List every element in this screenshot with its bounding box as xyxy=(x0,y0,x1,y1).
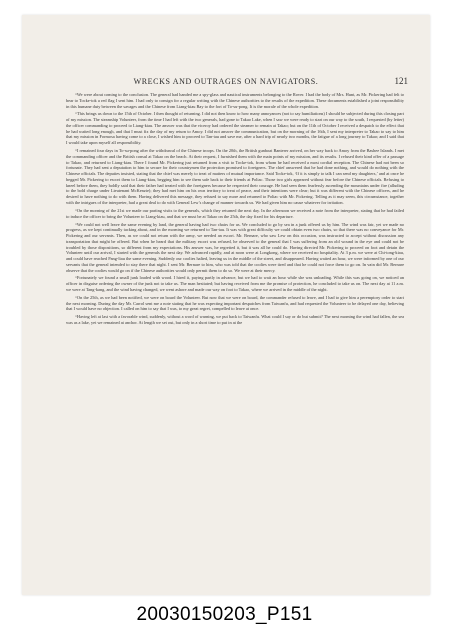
running-header xyxy=(22,77,430,89)
paragraph: “Having left at last with a favorable wind, suddenly, without a word of warning, we put back to Taiwanfu. What could I say or do but submit? The next morning the wind had fallen, the sea was as a lake, yet we remained at anchor. At length we set out, but only in a short time to put in at the xyxy=(66,314,404,326)
paragraph: “We could not well leave the same evening by land, the general having had two chairs for us. We concluded to go by sea in a junk offered us by him. The wind was fair, yet we made no progress, as we kept continually tacking about, and in the morning we returned to Tan-tau. It was with great difficulty we could obtain even two chairs, so that there was no conveyance for Mr. Pickering and our servants. Then, as we could not return with the army, we needed an escort. Mr. Bernare, who saw Lew on this occasion, was instructed to accept without discussion any transportation that might be offered. But when he heard that the military escort was refused, he observed to the general that I was suffering from an old wound in the eye and could not be troubled by those dispositions, so different from my expectations. His answer was, he regretted it, but it was all he could do. Having directed Mr. Pickering to proceed on foot and detain the Volunteer until our arrival, I started with the generals the next day. We advanced rapidly, and at noon were at Longkong, where we received no hospitality. At 3 p.m. we were at Chi-tong-kiau, and could have reached Pang-liau the same evening. Suddenly our coolies halted, leaving us in the middle of the street, and disappeared. Having waited an hour, we were informed by one of our servants that the general intended to stay there that night. I sent Mr. Bernare to him, who was told that the coolies were tired and that he could not force them to go on. In vain did Mr. Bernare observe that the coolies would go on if the Chinese authorities would only permit them to do so. We were at their mercy. xyxy=(66,221,404,273)
page-number: 121 xyxy=(394,76,408,86)
paragraph: “I remained four days in To-su-pong after the withdrawal of the Chinese troops. On the 20th, the British gunboat Banterer arrived, on her way back to Amoy from the Bashee Islands. I met the commanding officer and the British consul at Takao on the beach. At their request, I furnished them with the main points of my mission, and its results. I refused their kind offer of a passage to Takao, and returned to Liang-kiau. There I found Mr. Pickering just returned from a visit to Tocke-tok, from whom he had received a most cordial reception. The Chinese had not been so fortunate. They had sent a deputation to him to secure for their countrymen the protection promised to foreigners. The chief answered that he had done nothing, and would do nothing with the Chinese officials. The deputies insisted, stating that the chief was merely to treat of matters of mutual importance. Said Tocke-tok, ‘If it is simply to talk I can send my daughters,’ and at once he begged Mr. Pickering to escort them to Liang-kiau, begging him to see them safe back to their friends at Poliac. Those two girls appeared without fear before the Chinese officials. Refusing to kneel before them, they boldly said that their father had treated with the foreigners because he respected their courage. He had seen them fearlessly ascending the mountains under fire (alluding to the bold charge under Lieutenant McKenzie); they had met him on his own territory to treat of peace, and their intentions were clear; but it was different with the Chinese officers, and he desired to have nothing to do with them. Having delivered this message, they refused to say more and returned to Poliac with Mr. Pickering. Telling as it may seem, this circumstance, together with the intrigues of the interpreter, had a great deal to do with General Lew’s change of manner towards us. We had given him no cause whatever for irritation. xyxy=(66,148,404,205)
body-text xyxy=(66,92,404,580)
paragraph: “On the 25th, as we had been notified, we were on board the Volunteer. But now that we were on board, the commander refused to leave, and I had to give him a peremptory order to start the next morning. During the day Mr. Carrol sent me a note stating that he was expecting important despatches from Taiwanfu, and had requested the Volunteer to be delayed one day, believing that I would have no objection. I called on him to say that I was, to my great regret, compelled to leave at once. xyxy=(66,294,404,312)
paragraph: “Fortunately we found a small junk loaded with wood. I hired it, paying partly in advance, but we had to wait an hour while she was unloading. While this was going on, we noticed an officer in disguise ordering the owner of the junk not to take us. The man hesitated; but having received from me the promise of protection, he concluded to take us on. The next day at 11 a.m. we were at Tang-kang, and the wind having changed, we went ashore and made our way on foot to Takao, where we arrived in the middle of the night. xyxy=(66,275,404,292)
image-id-caption: 20030150203_P151 xyxy=(136,604,313,625)
paragraph: “This brings us down to the 15th of October. I then thought of returning. I did not then know to how many annoyances (not to say humiliations) I should be subjected during this closing part of my mission. The steamship Volunteer, from the time I had left with the two generals, had gone to Takao Lake, when I saw we were ready to start on our way to the south, I requested (by letter) the officer commanding to proceed to Liang-kiau. The answer was that the viceroy had ordered the steamer to remain at Takao; but on the 11th of October I received a despatch to the effect that he had waited long enough, and that I must fix the day of my return to Amoy. I did not answer the communication, but on the morning of the 16th, I sent my interpreter to Takao to say to him that my mission in Formosa having come to a close, I wished him to proceed to Tan-tau and save me, after a hard trip of nearly two months, the fatigue of a long journey to Takao; and I said that I would take upon myself all responsibility. xyxy=(66,111,404,146)
paragraph: “We were about coming to the conclusion. The general had handed me a spy-glass and nautical instruments belonging to the Rover. I had the body of Mrs. Hunt, as Mr. Pickering had felt to bear to Tocke-tok a red flag I sent him. I had only to consign for a regular writing with the Chinese authorities to the results of the expedition. These documents established a joint responsibility in this humane duty between the savages and the Chinese from Liang-kiau Bay to the fort of To-su-pong. It is the morale of the whole expedition. xyxy=(66,92,404,109)
paragraph: “On the morning of the 21st we made our parting visits to the generals, which they returned the next day. In the afternoon we received a note from the interpreter, stating that he had failed to induce the officer to bring the Volunteer to Liang-kiau, and that we must be at Takao on the 25th, the day fixed for his departure. xyxy=(66,207,404,219)
scanned-page xyxy=(22,15,430,595)
header-title: WRECKS AND OUTRAGES ON NAVIGATORS. xyxy=(133,77,319,86)
